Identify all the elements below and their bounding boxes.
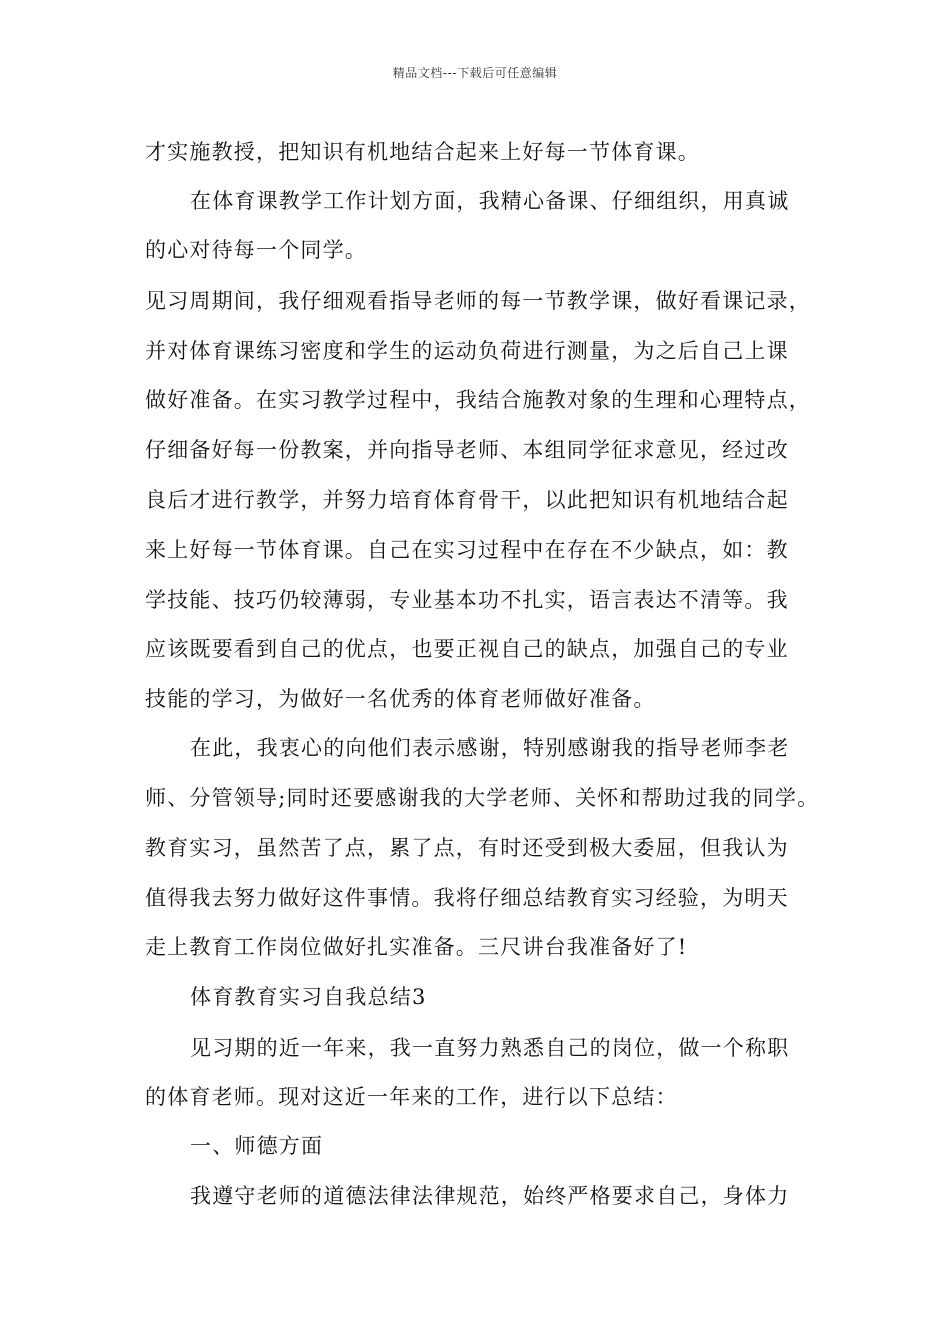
text-line: 在此，我衷心的向他们表示感谢，特别感谢我的指导老师李老 xyxy=(190,736,790,760)
text-line: 并对体育课练习密度和学生的运动负荷进行测量，为之后自己上课 xyxy=(145,339,789,363)
text-line: 的心对待每一个同学。 xyxy=(145,238,367,262)
text-line: 值得我去努力做好这件事情。我将仔细总结教育实习经验，为明天 xyxy=(145,886,789,910)
section-heading: 一、师德方面 xyxy=(190,1134,324,1158)
text-line: 技能的学习，为做好一名优秀的体育老师做好准备。 xyxy=(145,687,656,711)
text-line: 做好准备。在实习教学过程中，我结合施教对象的生理和心理特点， xyxy=(145,388,811,412)
text-line: 教育实习，虽然苦了点，累了点，有时还受到极大委屈，但我认为 xyxy=(145,836,789,860)
text-line: 见习期的近一年来，我一直努力熟悉自己的岗位，做一个称职 xyxy=(190,1036,790,1060)
text-line: 才实施教授，把知识有机地结合起来上好每一节体育课。 xyxy=(145,140,700,164)
text-line: 良后才进行教学，并努力培育体育骨干，以此把知识有机地结合起 xyxy=(145,488,789,512)
text-line: 的体育老师。现对这近一年来的工作，进行以下总结： xyxy=(145,1085,678,1109)
text-line: 来上好每一节体育课。自己在实习过程中在存在不少缺点，如：教 xyxy=(145,538,789,562)
text-line: 走上教育工作岗位做好扎实准备。三尺讲台我准备好了! xyxy=(145,935,688,959)
page-header: 精品文档---下载后可任意编辑 xyxy=(392,66,558,80)
text-line: 应该既要看到自己的优点，也要正视自己的缺点，加强自己的专业 xyxy=(145,637,789,661)
text-line: 师、分管领导;同时还要感谢我的大学老师、关怀和帮助过我的同学。 xyxy=(145,786,820,810)
text-line: 在体育课教学工作计划方面，我精心备课、仔细组织，用真诚 xyxy=(190,189,790,213)
text-line: 见习周期间，我仔细观看指导老师的每一节教学课，做好看课记录， xyxy=(145,289,811,313)
section-heading: 体育教育实习自我总结3 xyxy=(190,985,427,1009)
text-line: 仔细备好每一份教案，并向指导老师、本组同学征求意见，经过改 xyxy=(145,438,789,462)
text-line: 我遵守老师的道德法律法律规范，始终严格要求自己，身体力 xyxy=(190,1184,790,1208)
text-line: 学技能、技巧仍较薄弱，专业基本功不扎实，语言表达不清等。我 xyxy=(145,588,789,612)
